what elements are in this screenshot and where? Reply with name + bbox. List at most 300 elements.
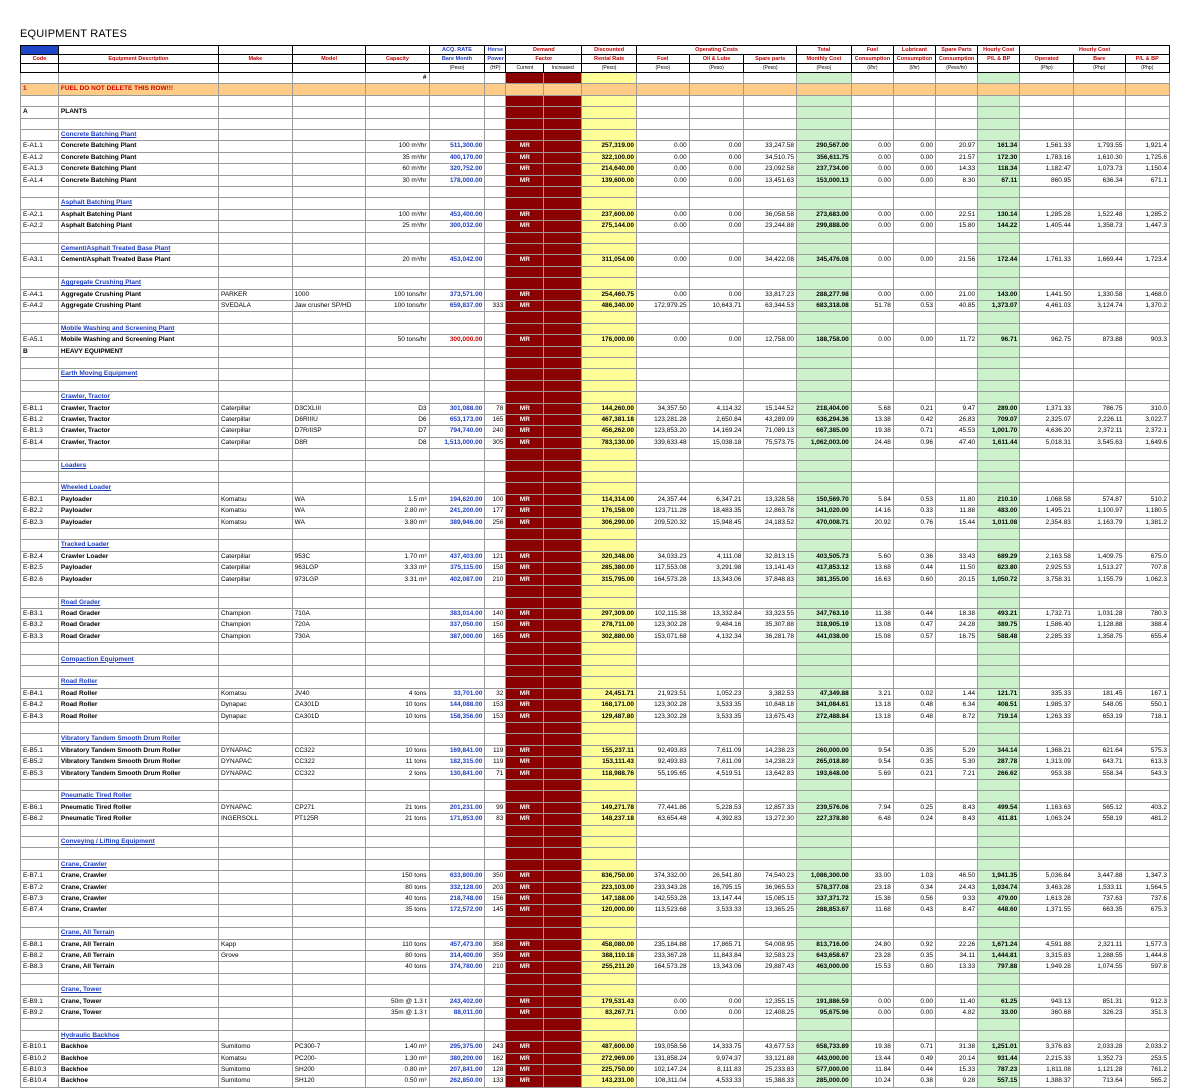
cell-code[interactable] bbox=[21, 232, 59, 243]
cell-sc[interactable] bbox=[936, 312, 978, 323]
cell-model[interactable]: SH120 bbox=[292, 1076, 366, 1087]
cell-make[interactable]: Kapp bbox=[218, 939, 292, 950]
cell-spare[interactable] bbox=[744, 266, 797, 277]
cell-hp[interactable] bbox=[485, 312, 506, 323]
cell-code[interactable] bbox=[21, 540, 59, 551]
cell-spare[interactable] bbox=[744, 130, 797, 141]
cell-disc[interactable]: 155,237.11 bbox=[582, 745, 637, 756]
cell-acq[interactable] bbox=[429, 677, 485, 688]
cell-pl[interactable] bbox=[1125, 95, 1169, 106]
cell-acq[interactable] bbox=[429, 369, 485, 380]
cell-hp[interactable]: 256 bbox=[485, 517, 506, 528]
cell-make[interactable]: SVEDALA bbox=[218, 301, 292, 312]
cell-fc[interactable]: 23.18 bbox=[851, 882, 893, 893]
cell-fc[interactable]: 13.18 bbox=[851, 700, 893, 711]
cell-pl[interactable] bbox=[1125, 483, 1169, 494]
cell-fuel[interactable] bbox=[636, 916, 689, 927]
cell-sc[interactable]: 24.43 bbox=[936, 882, 978, 893]
cell-dfb[interactable] bbox=[544, 278, 582, 289]
cell-spare[interactable]: 71,089.13 bbox=[744, 426, 797, 437]
cell-sc[interactable] bbox=[936, 665, 978, 676]
cell-desc[interactable]: Concrete Batching Plant bbox=[58, 130, 218, 141]
cell-code[interactable]: E-B6.1 bbox=[21, 802, 59, 813]
cell-model[interactable] bbox=[292, 939, 366, 950]
cell-acq[interactable]: 314,400.00 bbox=[429, 950, 485, 961]
cell-lc[interactable]: 0.92 bbox=[893, 939, 935, 950]
cell-acq[interactable] bbox=[429, 654, 485, 665]
cell-model[interactable] bbox=[292, 950, 366, 961]
cell-desc[interactable]: Compaction Equipment bbox=[58, 654, 218, 665]
cell-pl[interactable] bbox=[1125, 266, 1169, 277]
cell-hc[interactable] bbox=[978, 73, 1020, 84]
cell-oil[interactable]: 3,533.33 bbox=[689, 905, 744, 916]
cell-op[interactable]: 1,405.44 bbox=[1020, 221, 1074, 232]
cell-spare[interactable] bbox=[744, 928, 797, 939]
cell-op[interactable] bbox=[1020, 836, 1074, 847]
cell-hp[interactable]: 350 bbox=[485, 871, 506, 882]
cell-spare[interactable]: 54,008.95 bbox=[744, 939, 797, 950]
cell-sc[interactable] bbox=[936, 973, 978, 984]
cell-op[interactable]: 1,068.58 bbox=[1020, 494, 1074, 505]
cell-total[interactable]: 341,084.61 bbox=[797, 700, 852, 711]
cell-fuel[interactable] bbox=[636, 73, 689, 84]
cell-total[interactable]: 347,763.10 bbox=[797, 608, 852, 619]
cell-total[interactable]: 578,377.08 bbox=[797, 882, 852, 893]
cell-acq[interactable] bbox=[429, 358, 485, 369]
cell-hp[interactable] bbox=[485, 118, 506, 129]
cell-cap[interactable]: 100 tons/hr bbox=[366, 289, 429, 300]
cell-oil[interactable] bbox=[689, 654, 744, 665]
cell-total[interactable]: 643,658.67 bbox=[797, 950, 852, 961]
cell-hp[interactable]: 140 bbox=[485, 608, 506, 619]
cell-make[interactable] bbox=[218, 848, 292, 859]
cell-pl[interactable]: 1,381.2 bbox=[1125, 517, 1169, 528]
cell-model[interactable] bbox=[292, 472, 366, 483]
cell-pl[interactable] bbox=[1125, 665, 1169, 676]
cell-total[interactable]: 260,000.00 bbox=[797, 745, 852, 756]
cell-total[interactable] bbox=[797, 312, 852, 323]
cell-fc[interactable] bbox=[851, 540, 893, 551]
cell-make[interactable] bbox=[218, 928, 292, 939]
cell-dfb[interactable] bbox=[544, 893, 582, 904]
cell-dfa[interactable]: MR bbox=[506, 403, 544, 414]
cell-dfa[interactable]: MR bbox=[506, 688, 544, 699]
cell-acq[interactable] bbox=[429, 643, 485, 654]
cell-bare[interactable] bbox=[1073, 312, 1125, 323]
cell-pl[interactable] bbox=[1125, 973, 1169, 984]
cell-desc[interactable] bbox=[58, 380, 218, 391]
cell-code[interactable] bbox=[21, 118, 59, 129]
cell-disc[interactable]: 783,130.00 bbox=[582, 437, 637, 448]
cell-sc[interactable]: 34.11 bbox=[936, 950, 978, 961]
cell-dfa[interactable] bbox=[506, 586, 544, 597]
cell-hp[interactable]: 99 bbox=[485, 802, 506, 813]
cell-fc[interactable] bbox=[851, 973, 893, 984]
cell-acq[interactable]: 653,173.00 bbox=[429, 415, 485, 426]
cell-op[interactable] bbox=[1020, 244, 1074, 255]
cell-spare[interactable]: 32,813.15 bbox=[744, 551, 797, 562]
cell-hc[interactable] bbox=[978, 928, 1020, 939]
cell-code[interactable]: E-A1.1 bbox=[21, 141, 59, 152]
cell-oil[interactable] bbox=[689, 973, 744, 984]
cell-dfb[interactable] bbox=[544, 403, 582, 414]
cell-cap[interactable]: 1.30 m³ bbox=[366, 1053, 429, 1064]
cell-hp[interactable]: 32 bbox=[485, 688, 506, 699]
cell-code[interactable] bbox=[21, 643, 59, 654]
cell-fc[interactable] bbox=[851, 358, 893, 369]
cell-fc[interactable] bbox=[851, 1030, 893, 1041]
cell-total[interactable] bbox=[797, 84, 852, 95]
cell-fuel[interactable]: 0.00 bbox=[636, 209, 689, 220]
cell-pl[interactable]: 253.5 bbox=[1125, 1053, 1169, 1064]
cell-fc[interactable] bbox=[851, 380, 893, 391]
cell-dfb[interactable] bbox=[544, 517, 582, 528]
cell-hp[interactable] bbox=[485, 266, 506, 277]
cell-lc[interactable]: 0.53 bbox=[893, 301, 935, 312]
cell-desc[interactable]: Vibratory Tandem Smooth Drum Roller bbox=[58, 757, 218, 768]
cell-sc[interactable] bbox=[936, 73, 978, 84]
cell-pl[interactable] bbox=[1125, 1019, 1169, 1030]
cell-disc[interactable] bbox=[582, 529, 637, 540]
cell-model[interactable] bbox=[292, 380, 366, 391]
cell-model[interactable]: 1000 bbox=[292, 289, 366, 300]
cell-dfa[interactable] bbox=[506, 449, 544, 460]
cell-bare[interactable]: 786.75 bbox=[1073, 403, 1125, 414]
cell-spare[interactable]: 14,238.23 bbox=[744, 745, 797, 756]
cell-spare[interactable]: 75,573.75 bbox=[744, 437, 797, 448]
cell-cap[interactable] bbox=[366, 928, 429, 939]
cell-hp[interactable]: 203 bbox=[485, 882, 506, 893]
cell-disc[interactable]: 225,750.00 bbox=[582, 1065, 637, 1076]
cell-fuel[interactable]: 0.00 bbox=[636, 221, 689, 232]
cell-op[interactable]: 1,732.71 bbox=[1020, 608, 1074, 619]
cell-hp[interactable]: 128 bbox=[485, 1065, 506, 1076]
cell-fc[interactable] bbox=[851, 825, 893, 836]
cell-op[interactable] bbox=[1020, 859, 1074, 870]
cell-total[interactable]: 188,758.00 bbox=[797, 335, 852, 346]
cell-sc[interactable] bbox=[936, 244, 978, 255]
cell-fuel[interactable] bbox=[636, 460, 689, 471]
cell-oil[interactable]: 3,533.35 bbox=[689, 711, 744, 722]
cell-bare[interactable] bbox=[1073, 643, 1125, 654]
cell-acq[interactable] bbox=[429, 985, 485, 996]
cell-acq[interactable]: 262,850.00 bbox=[429, 1076, 485, 1087]
cell-hp[interactable] bbox=[485, 152, 506, 163]
cell-hc[interactable]: 1,671.24 bbox=[978, 939, 1020, 950]
cell-fuel[interactable]: 102,147.24 bbox=[636, 1065, 689, 1076]
cell-acq[interactable]: 389,946.00 bbox=[429, 517, 485, 528]
cell-hp[interactable]: 333 bbox=[485, 301, 506, 312]
cell-sc[interactable] bbox=[936, 278, 978, 289]
cell-code[interactable]: E-B1.1 bbox=[21, 403, 59, 414]
cell-dfb[interactable] bbox=[544, 574, 582, 585]
cell-disc[interactable] bbox=[582, 369, 637, 380]
cell-dfb[interactable] bbox=[544, 688, 582, 699]
cell-lc[interactable] bbox=[893, 1030, 935, 1041]
cell-lc[interactable] bbox=[893, 836, 935, 847]
cell-oil[interactable] bbox=[689, 95, 744, 106]
cell-hp[interactable] bbox=[485, 825, 506, 836]
cell-model[interactable] bbox=[292, 187, 366, 198]
cell-fc[interactable] bbox=[851, 472, 893, 483]
cell-fc[interactable]: 51.78 bbox=[851, 301, 893, 312]
cell-make[interactable] bbox=[218, 107, 292, 118]
cell-oil[interactable] bbox=[689, 460, 744, 471]
cell-spare[interactable] bbox=[744, 540, 797, 551]
cell-model[interactable]: WA bbox=[292, 517, 366, 528]
cell-spare[interactable]: 13,141.43 bbox=[744, 563, 797, 574]
cell-pl[interactable]: 1,725.6 bbox=[1125, 152, 1169, 163]
cell-op[interactable]: 3,315.83 bbox=[1020, 950, 1074, 961]
cell-sc[interactable]: 15.44 bbox=[936, 517, 978, 528]
cell-fc[interactable] bbox=[851, 597, 893, 608]
cell-desc[interactable]: Vibratory Tandem Smooth Drum Roller bbox=[58, 745, 218, 756]
demand-header[interactable]: Demand bbox=[506, 46, 582, 55]
cell-bare[interactable] bbox=[1073, 928, 1125, 939]
cell-dfa[interactable]: MR bbox=[506, 335, 544, 346]
cell-fuel[interactable] bbox=[636, 107, 689, 118]
cell-model[interactable] bbox=[292, 152, 366, 163]
cell-fuel[interactable]: 0.00 bbox=[636, 335, 689, 346]
cell-acq[interactable]: 243,402.00 bbox=[429, 996, 485, 1007]
cell-bare[interactable] bbox=[1073, 654, 1125, 665]
cell-pl[interactable] bbox=[1125, 540, 1169, 551]
cell-desc[interactable]: Road Grader bbox=[58, 597, 218, 608]
cell-sc[interactable] bbox=[936, 836, 978, 847]
cell-code[interactable]: E-A1.4 bbox=[21, 175, 59, 186]
cell-pl[interactable] bbox=[1125, 312, 1169, 323]
cell-lc[interactable] bbox=[893, 84, 935, 95]
cell-hc[interactable]: 719.14 bbox=[978, 711, 1020, 722]
cell-make[interactable]: Champion bbox=[218, 608, 292, 619]
cell-dfa[interactable] bbox=[506, 722, 544, 733]
cell-op[interactable] bbox=[1020, 985, 1074, 996]
cell-make[interactable] bbox=[218, 597, 292, 608]
cell-hp[interactable]: 145 bbox=[485, 905, 506, 916]
cell-oil[interactable] bbox=[689, 483, 744, 494]
cell-dfa[interactable] bbox=[506, 643, 544, 654]
cell-total[interactable] bbox=[797, 244, 852, 255]
cell-acq[interactable] bbox=[429, 107, 485, 118]
cell-acq[interactable]: 400,170.00 bbox=[429, 152, 485, 163]
cell-model[interactable]: D7R/IISP bbox=[292, 426, 366, 437]
cell-op[interactable] bbox=[1020, 973, 1074, 984]
cell-hp[interactable] bbox=[485, 1030, 506, 1041]
make-header[interactable]: Make bbox=[218, 55, 292, 64]
cell-lc[interactable] bbox=[893, 323, 935, 334]
cell-hp[interactable]: 83 bbox=[485, 814, 506, 825]
cell-hp[interactable] bbox=[485, 221, 506, 232]
cell-op[interactable] bbox=[1020, 928, 1074, 939]
cell-spare[interactable]: 25,233.83 bbox=[744, 1065, 797, 1076]
cell-cap[interactable]: 35m @ 1.3 t bbox=[366, 1008, 429, 1019]
cell-acq[interactable]: 457,473.00 bbox=[429, 939, 485, 950]
cell-cap[interactable] bbox=[366, 392, 429, 403]
cell-hc[interactable]: 344.14 bbox=[978, 745, 1020, 756]
cell-disc[interactable]: 83,267.71 bbox=[582, 1008, 637, 1019]
cell-cap[interactable]: 20 m³/hr bbox=[366, 255, 429, 266]
cell-hp[interactable]: 177 bbox=[485, 506, 506, 517]
cell-pl[interactable]: 351.3 bbox=[1125, 1008, 1169, 1019]
cell-op[interactable] bbox=[1020, 791, 1074, 802]
cell-cap[interactable]: 60 m³/hr bbox=[366, 164, 429, 175]
cell-disc[interactable]: 315,795.00 bbox=[582, 574, 637, 585]
cell-total[interactable]: 299,888.00 bbox=[797, 221, 852, 232]
cell-op[interactable] bbox=[1020, 540, 1074, 551]
cell-oil[interactable] bbox=[689, 1030, 744, 1041]
cell-dfb[interactable] bbox=[544, 152, 582, 163]
cell-cap[interactable]: 40 tons bbox=[366, 962, 429, 973]
cell-dfa[interactable]: MR bbox=[506, 574, 544, 585]
cell-bare[interactable] bbox=[1073, 187, 1125, 198]
cell-sc[interactable] bbox=[936, 779, 978, 790]
cell-pl[interactable] bbox=[1125, 346, 1169, 357]
cell-desc[interactable]: Road Roller bbox=[58, 711, 218, 722]
col-code-header[interactable] bbox=[21, 46, 59, 55]
cell-acq[interactable] bbox=[429, 449, 485, 460]
cell-hc[interactable]: 797.88 bbox=[978, 962, 1020, 973]
cell-desc[interactable]: Vibratory Tandem Smooth Drum Roller bbox=[58, 734, 218, 745]
cell-hp[interactable]: 153 bbox=[485, 700, 506, 711]
cell-model[interactable]: D8R bbox=[292, 437, 366, 448]
cell-pl[interactable] bbox=[1125, 323, 1169, 334]
cell-total[interactable] bbox=[797, 266, 852, 277]
cell-sc[interactable]: 22.51 bbox=[936, 209, 978, 220]
cell-pl[interactable] bbox=[1125, 529, 1169, 540]
cell-oil[interactable]: 4,519.51 bbox=[689, 768, 744, 779]
cell-sc[interactable]: 13.33 bbox=[936, 962, 978, 973]
cell-hc[interactable] bbox=[978, 392, 1020, 403]
cell-op[interactable]: 1,949.28 bbox=[1020, 962, 1074, 973]
cell-oil[interactable]: 15,948.45 bbox=[689, 517, 744, 528]
cell-fuel[interactable] bbox=[636, 586, 689, 597]
cell-hp[interactable] bbox=[485, 95, 506, 106]
cell-op[interactable]: 2,285.33 bbox=[1020, 631, 1074, 642]
cell-model[interactable]: 973LGP bbox=[292, 574, 366, 585]
cell-dfa[interactable] bbox=[506, 779, 544, 790]
cell-fuel[interactable] bbox=[636, 973, 689, 984]
cell-lc[interactable] bbox=[893, 95, 935, 106]
cell-lc[interactable]: 0.35 bbox=[893, 745, 935, 756]
cell-hp[interactable]: 153 bbox=[485, 711, 506, 722]
cell-cap[interactable]: 3.31 m³ bbox=[366, 574, 429, 585]
cell-cap[interactable]: 21 tons bbox=[366, 802, 429, 813]
cell-fuel[interactable]: 92,493.83 bbox=[636, 757, 689, 768]
cell-acq[interactable] bbox=[429, 928, 485, 939]
cell-total[interactable]: 813,716.00 bbox=[797, 939, 852, 950]
cell-oil[interactable]: 1,052.23 bbox=[689, 688, 744, 699]
cell-disc[interactable]: 257,319.00 bbox=[582, 141, 637, 152]
cell-model[interactable] bbox=[292, 107, 366, 118]
cell-make[interactable] bbox=[218, 73, 292, 84]
cell-sc[interactable] bbox=[936, 232, 978, 243]
cell-pl[interactable] bbox=[1125, 392, 1169, 403]
cell-make[interactable]: Komatsu bbox=[218, 688, 292, 699]
cell-dfb[interactable] bbox=[544, 1065, 582, 1076]
cell-op[interactable]: 1,388.37 bbox=[1020, 1076, 1074, 1087]
cell-op[interactable]: 4,636.20 bbox=[1020, 426, 1074, 437]
cell-pl[interactable]: 1,347.3 bbox=[1125, 871, 1169, 882]
cell-make[interactable]: DYNAPAC bbox=[218, 745, 292, 756]
cell-desc[interactable]: Hydraulic Backhoe bbox=[58, 1030, 218, 1041]
cell-disc[interactable] bbox=[582, 472, 637, 483]
cell-dfb[interactable] bbox=[544, 1053, 582, 1064]
cell-model[interactable] bbox=[292, 734, 366, 745]
cell-op[interactable] bbox=[1020, 483, 1074, 494]
cell-sc[interactable]: 8.43 bbox=[936, 814, 978, 825]
cell-fuel[interactable] bbox=[636, 323, 689, 334]
cell-desc[interactable] bbox=[58, 1019, 218, 1030]
cell-make[interactable] bbox=[218, 962, 292, 973]
cell-model[interactable] bbox=[292, 175, 366, 186]
cell-hc[interactable] bbox=[978, 597, 1020, 608]
cell-code[interactable]: E-B3.3 bbox=[21, 631, 59, 642]
cell-cap[interactable] bbox=[366, 1019, 429, 1030]
cell-fuel[interactable]: 123,281.28 bbox=[636, 415, 689, 426]
cell-code[interactable]: A bbox=[21, 107, 59, 118]
cell-total[interactable] bbox=[797, 358, 852, 369]
cell-dfa[interactable]: MR bbox=[506, 517, 544, 528]
cell-dfb[interactable] bbox=[544, 825, 582, 836]
cell-code[interactable]: E-B5.1 bbox=[21, 745, 59, 756]
cell-fc[interactable]: 15.53 bbox=[851, 962, 893, 973]
cell-desc[interactable]: Crane, All Terrain bbox=[58, 939, 218, 950]
cell-pl[interactable] bbox=[1125, 449, 1169, 460]
cell-dfb[interactable] bbox=[544, 802, 582, 813]
cell-cap[interactable] bbox=[366, 198, 429, 209]
cell-lc[interactable]: 0.48 bbox=[893, 711, 935, 722]
cell-acq[interactable]: 332,128.00 bbox=[429, 882, 485, 893]
cell-cap[interactable]: 80 tons bbox=[366, 950, 429, 961]
cell-pl[interactable] bbox=[1125, 118, 1169, 129]
cell-spare[interactable] bbox=[744, 483, 797, 494]
cell-desc[interactable]: Crawler, Tractor bbox=[58, 426, 218, 437]
cell-fc[interactable]: 7.94 bbox=[851, 802, 893, 813]
cell-make[interactable] bbox=[218, 266, 292, 277]
cell-bare[interactable] bbox=[1073, 323, 1125, 334]
cell-acq[interactable]: 380,200.00 bbox=[429, 1053, 485, 1064]
cell-disc[interactable] bbox=[582, 916, 637, 927]
cell-pl[interactable] bbox=[1125, 734, 1169, 745]
cell-spare[interactable] bbox=[744, 392, 797, 403]
cell-fc[interactable]: 16.63 bbox=[851, 574, 893, 585]
cell-code[interactable]: E-B3.1 bbox=[21, 608, 59, 619]
cell-hc[interactable] bbox=[978, 586, 1020, 597]
cell-cap[interactable]: 10 tons bbox=[366, 745, 429, 756]
cell-make[interactable]: Caterpillar bbox=[218, 574, 292, 585]
cell-disc[interactable] bbox=[582, 586, 637, 597]
cell-total[interactable] bbox=[797, 973, 852, 984]
cell-dfb[interactable] bbox=[544, 814, 582, 825]
cell-spare[interactable]: 10,848.18 bbox=[744, 700, 797, 711]
cell-acq[interactable] bbox=[429, 529, 485, 540]
cell-bare[interactable] bbox=[1073, 460, 1125, 471]
cell-hc[interactable] bbox=[978, 654, 1020, 665]
cell-bare[interactable] bbox=[1073, 540, 1125, 551]
cell-oil[interactable] bbox=[689, 916, 744, 927]
cell-acq[interactable] bbox=[429, 380, 485, 391]
cell-bare[interactable]: 1,352.73 bbox=[1073, 1053, 1125, 1064]
cell-sc[interactable] bbox=[936, 449, 978, 460]
cell-cap[interactable]: 0.50 m³ bbox=[366, 1076, 429, 1087]
cell-pl[interactable]: 671.1 bbox=[1125, 175, 1169, 186]
cell-desc[interactable]: HEAVY EQUIPMENT bbox=[58, 346, 218, 357]
cell-sc[interactable] bbox=[936, 677, 978, 688]
cell-sc[interactable] bbox=[936, 722, 978, 733]
cell-oil[interactable]: 13,343.06 bbox=[689, 962, 744, 973]
cell-total[interactable] bbox=[797, 118, 852, 129]
cell-lc[interactable]: 0.49 bbox=[893, 1053, 935, 1064]
